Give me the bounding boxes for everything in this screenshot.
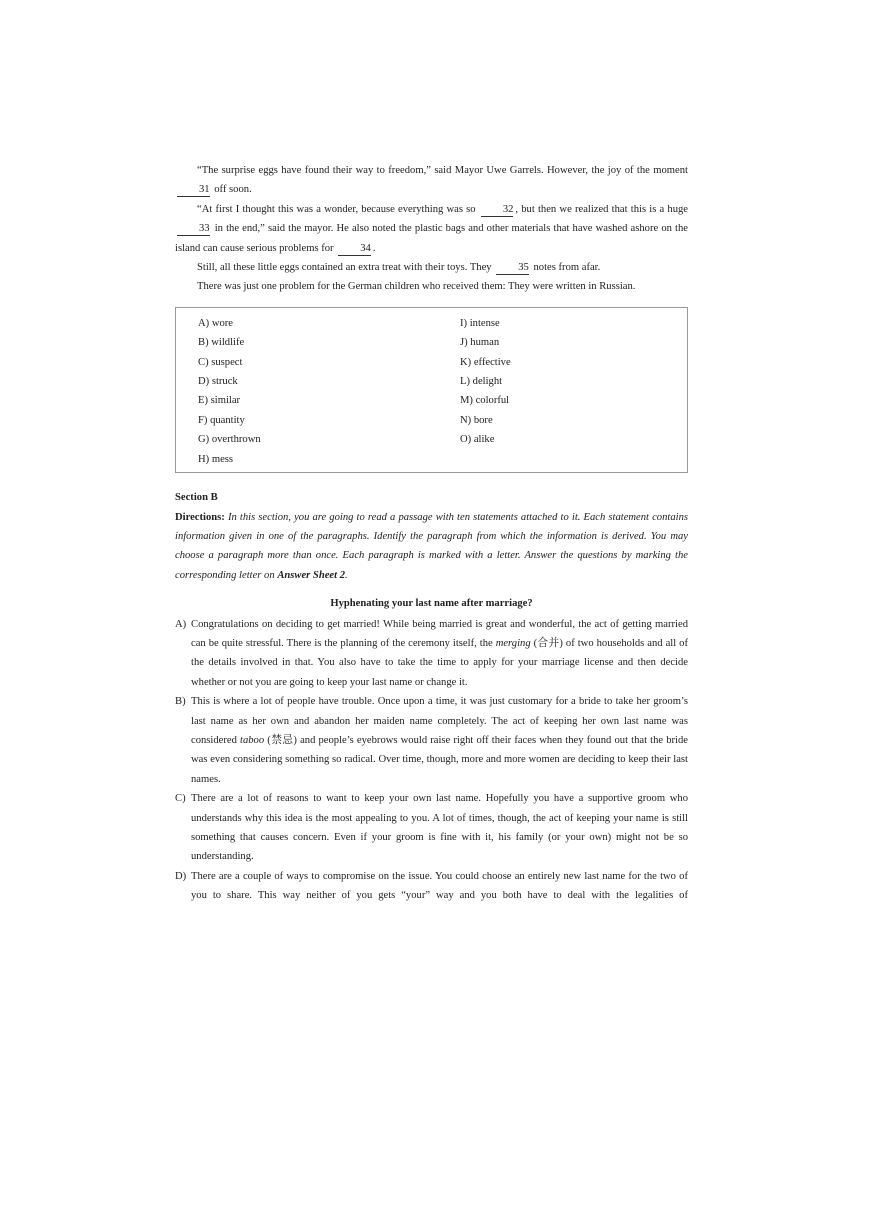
- text: and people’s eyebrows would raise right off their faces when they found out that the bride was even considering something so radical. Over time, though, more and more women are deciding to keep their last names.: [191, 734, 688, 785]
- option-m: M) colorful: [460, 395, 510, 407]
- text: “At first I thought this was a wonder, because everything was so: [197, 203, 476, 215]
- option-c: C) suspect: [198, 356, 243, 368]
- directions-text: In this section, you are going to read a passage with ten statements attached to it. Each statement contains information given in one of the paragraphs. Identify the paragraph from which the information is derived. You may choose a paragraph more than once. Each paragraph is marked with a letter. Answer the questions by marking the corresponding letter on: [175, 511, 689, 581]
- blank-35: 35: [496, 262, 529, 275]
- paragraph-letter: B): [175, 696, 186, 708]
- article-paragraph-d: [175, 867, 688, 906]
- term-merging: merging: [495, 637, 531, 649]
- word-bank-right-column: [460, 314, 722, 469]
- text: in the end,” said the mayor. He also noted the plastic bags and other materials that have washed ashore on the island can cause serious problems for: [175, 223, 688, 254]
- directions-end: .: [345, 569, 348, 581]
- text: notes from afar.: [533, 262, 601, 274]
- article-paragraph-a: [175, 615, 688, 693]
- text: “The surprise eggs have found their way to freedom,” said Mayor Uwe Garrels. However, the joy of the moment: [197, 165, 688, 176]
- text: off soon.: [214, 184, 252, 196]
- paragraph-letter: C): [175, 793, 186, 805]
- article-paragraph-c: [175, 789, 688, 867]
- directions: [175, 508, 688, 586]
- gloss: (合并): [533, 637, 563, 649]
- option-j: J) human: [460, 337, 500, 349]
- article-paragraph-b: [175, 692, 688, 789]
- gloss: (禁忌): [267, 734, 297, 746]
- exam-page: [175, 161, 688, 906]
- option-o: O) alike: [460, 434, 495, 446]
- option-g: G) overthrown: [198, 434, 261, 446]
- option-b: B) wildlife: [198, 337, 245, 349]
- term-taboo: taboo: [240, 734, 265, 746]
- paragraph-text: There are a lot of reasons to want to keep your own last name. Hopefully you have a supportive groom who understands why this idea is the most appealing to you. A lot of times, though, the act of keeping your name is still something that causes concern. Even if your groom is fine with it, his family (or your own) might not be so understanding.: [191, 793, 688, 863]
- blank-33: 33: [177, 223, 210, 236]
- passage-paragraph-3: [175, 258, 688, 277]
- option-e: E) similar: [198, 395, 241, 407]
- paragraph-letter: A): [175, 618, 187, 630]
- option-k: K) effective: [460, 356, 511, 368]
- blank-32: 32: [481, 204, 514, 217]
- text: This is where a lot of people have trouble. Once upon a time, it was just customary for a bride to take her groom’s last name as her own and abandon her maiden name completely. The act of keeping her own last name was considered: [191, 696, 688, 746]
- passage-paragraph-2: [175, 200, 688, 258]
- option-l: L) delight: [460, 376, 503, 388]
- text: , but then we realized that this is a huge: [515, 203, 689, 215]
- word-bank-left-column: [198, 314, 460, 469]
- blank-31: 31: [177, 184, 210, 197]
- option-d: D) struck: [198, 376, 238, 388]
- word-bank-box: [175, 307, 688, 473]
- text: Still, all these little eggs contained an extra treat with their toys. They: [197, 262, 492, 274]
- option-a: A) wore: [198, 317, 234, 329]
- paragraph-letter: D): [175, 870, 187, 882]
- option-i: I) intense: [460, 317, 500, 329]
- text: .: [372, 242, 376, 254]
- option-n: N) bore: [460, 414, 493, 426]
- text: Congratulations on deciding to get married! While being married is great and wonderful, the act of getting married can be quite stressful. There is the planning of the ceremony itself, the: [191, 618, 688, 649]
- passage-paragraph-1: [175, 161, 688, 200]
- section-b-heading: Section B: [175, 492, 218, 504]
- paragraph-text: There are a couple of ways to compromise on the issue. You could choose an entirely new last name for the two of you to share. This way neither of you gets “your” way and you both have to deal with the legalities of: [191, 870, 688, 902]
- article-title: Hyphenating your last name after marriage?: [330, 598, 533, 610]
- passage-paragraph-4: There was just one problem for the German children who received them: They were written in Russian.: [197, 281, 636, 293]
- answer-sheet-ref: Answer Sheet 2: [277, 569, 346, 581]
- option-h: H) mess: [198, 453, 234, 465]
- directions-label: Directions:: [175, 511, 225, 523]
- blank-34: 34: [338, 243, 371, 256]
- paragraph-text: [191, 692, 688, 789]
- option-f: F) quantity: [198, 414, 245, 426]
- text: of two households and all of the details involved in that. You also have to take the time to apply for your marriage license and then decide whether or not you are going to keep your last name or change it.: [191, 637, 688, 688]
- paragraph-text: [191, 615, 688, 693]
